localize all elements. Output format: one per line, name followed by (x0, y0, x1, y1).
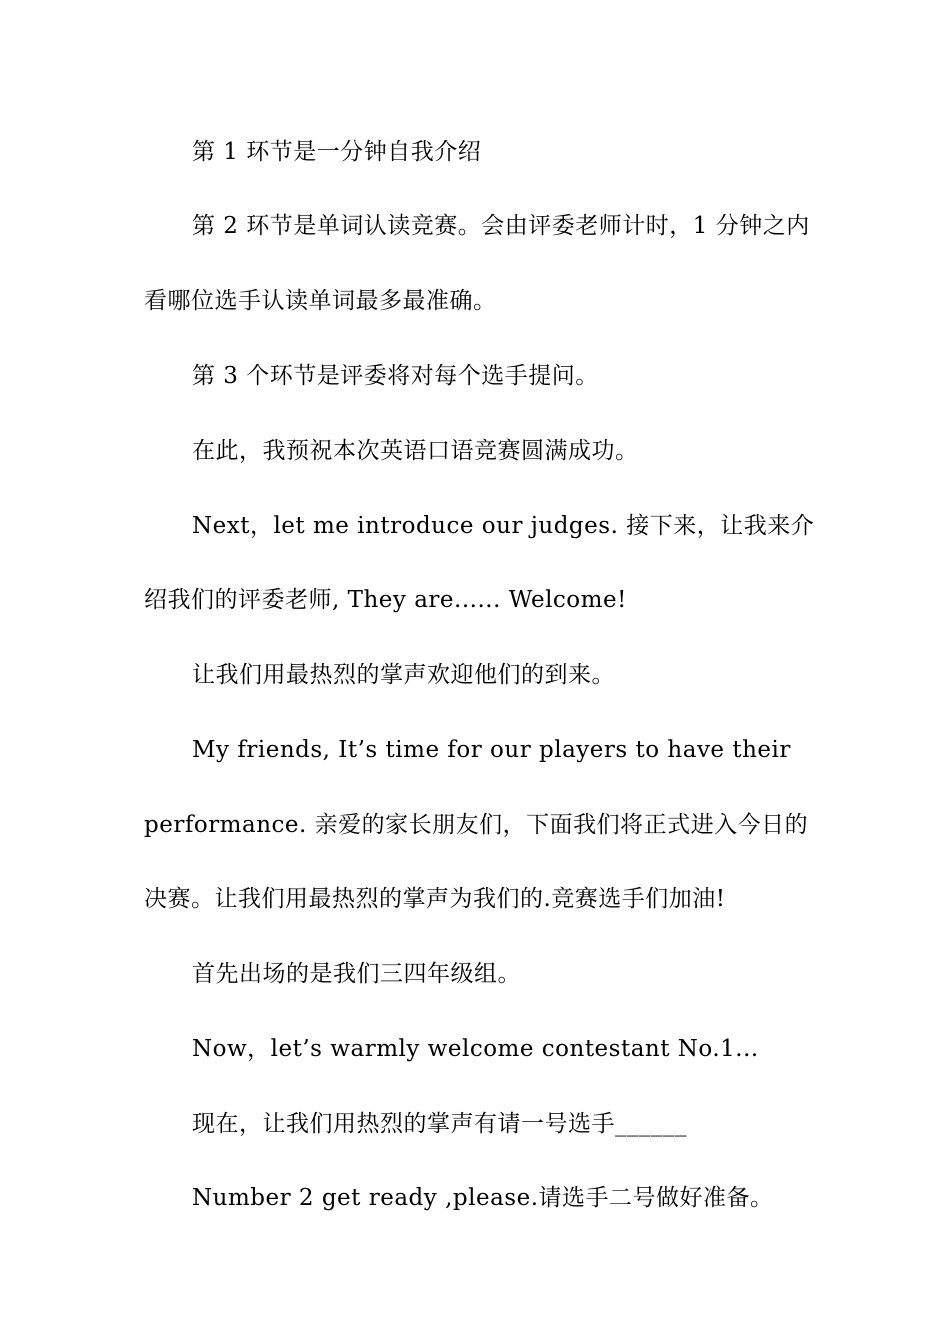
paragraph-welcome-applause: 让我们用最热烈的掌声欢迎他们的到来。 (192, 662, 615, 688)
paragraph-word-reading-line-2: 看哪位选手认读单词最多最准确。 (144, 288, 497, 314)
paragraph-contestant-2-ready: Number 2 get ready ,please.请选手二号做好准备。 (192, 1185, 774, 1211)
paragraph-segment-1-intro: 第 1 环节是一分钟自我介绍 (192, 139, 482, 165)
paragraph-performance-line-3: 决赛。让我们用最热烈的掌声为我们的.竞赛选手们加油! (144, 886, 726, 912)
paragraph-first-group: 首先出场的是我们三四年级组。 (192, 961, 521, 987)
paragraph-segment-3-questions: 第 3 个环节是评委将对每个选手提问。 (192, 363, 599, 389)
paragraph-performance-line-2: performance. 亲爱的家长朋友们，下面我们将正式进入今日的 (144, 812, 809, 838)
paragraph-invite-contestant-1: 现在，让我们用热烈的掌声有请一号选手______ (192, 1111, 687, 1137)
paragraph-introduce-judges-line-2: 绍我们的评委老师, They are...... Welcome! (144, 587, 627, 613)
paragraph-word-reading-line-1: 第 2 环节是单词认读竞赛。会由评委老师计时，1 分钟之内 (192, 213, 810, 239)
paragraph-introduce-judges-line-1: Next，let me introduce our judges. 接下来，让我来介 (192, 513, 815, 539)
paragraph-performance-line-1: My friends, It’s time for our players to have their (192, 737, 791, 763)
paragraph-welcome-contestant-1: Now，let’s warmly welcome contestant No.1... (192, 1036, 759, 1062)
paragraph-wish-success: 在此，我预祝本次英语口语竞赛圆满成功。 (192, 438, 639, 464)
